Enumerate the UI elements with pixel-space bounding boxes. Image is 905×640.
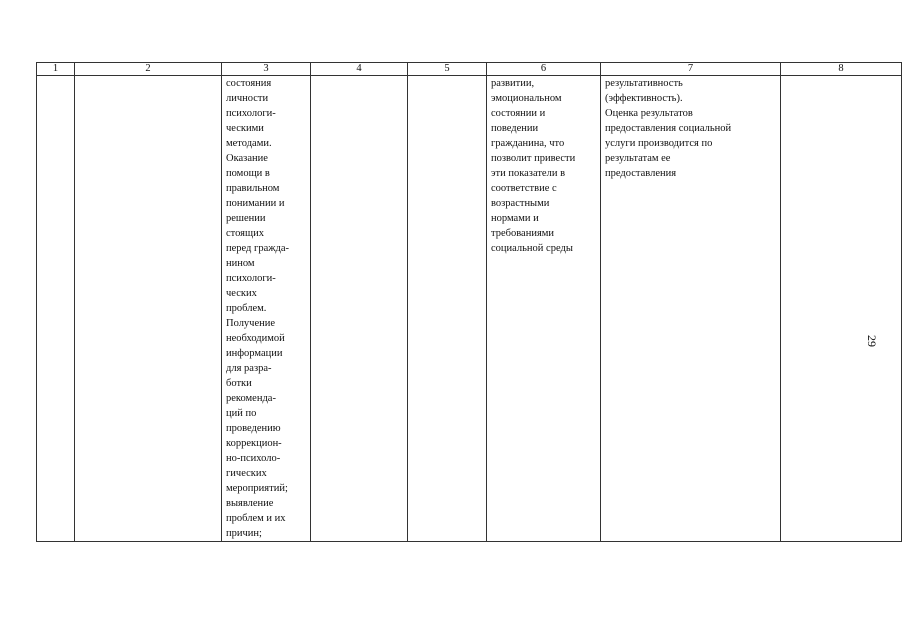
page-number: 29 [865, 335, 879, 347]
column-header-1: 1 [37, 63, 75, 76]
column-header-3: 3 [222, 63, 311, 76]
cell-service-evaluation: результативность (эффективность). Оценка результатов предоставления социальной услуги производится по результатам ее предоставления [601, 76, 781, 542]
cell-col-2 [75, 76, 222, 542]
cell-col-4 [311, 76, 408, 542]
column-header-7: 7 [601, 63, 781, 76]
cell-service-quality: развитии, эмоциональном состоянии и поведении гражданина, что позволит привести эти показатели в соответствие с возрастными нормами и требованиями социальной среды [487, 76, 601, 542]
column-header-2: 2 [75, 63, 222, 76]
cell-col-8 [781, 76, 902, 542]
column-header-8: 8 [781, 63, 902, 76]
column-header-6: 6 [487, 63, 601, 76]
cell-col-5 [408, 76, 487, 542]
column-header-5: 5 [408, 63, 487, 76]
table-row [37, 76, 902, 542]
column-header-4: 4 [311, 63, 408, 76]
table-header-row [37, 63, 902, 76]
cell-service-content: состояния личности психологи- ческими методами. Оказание помощи в правильном понимании и решении стоящих перед гражда- нином психологи- ческих проблем. Получение необходимой информации для разра- ботки рекоменда- ций по проведению коррекцион- но-психоло- гических мероприятий; выявление проблем и их причин; [222, 76, 311, 542]
cell-col-1 [37, 76, 75, 542]
service-standards-table [36, 62, 902, 542]
